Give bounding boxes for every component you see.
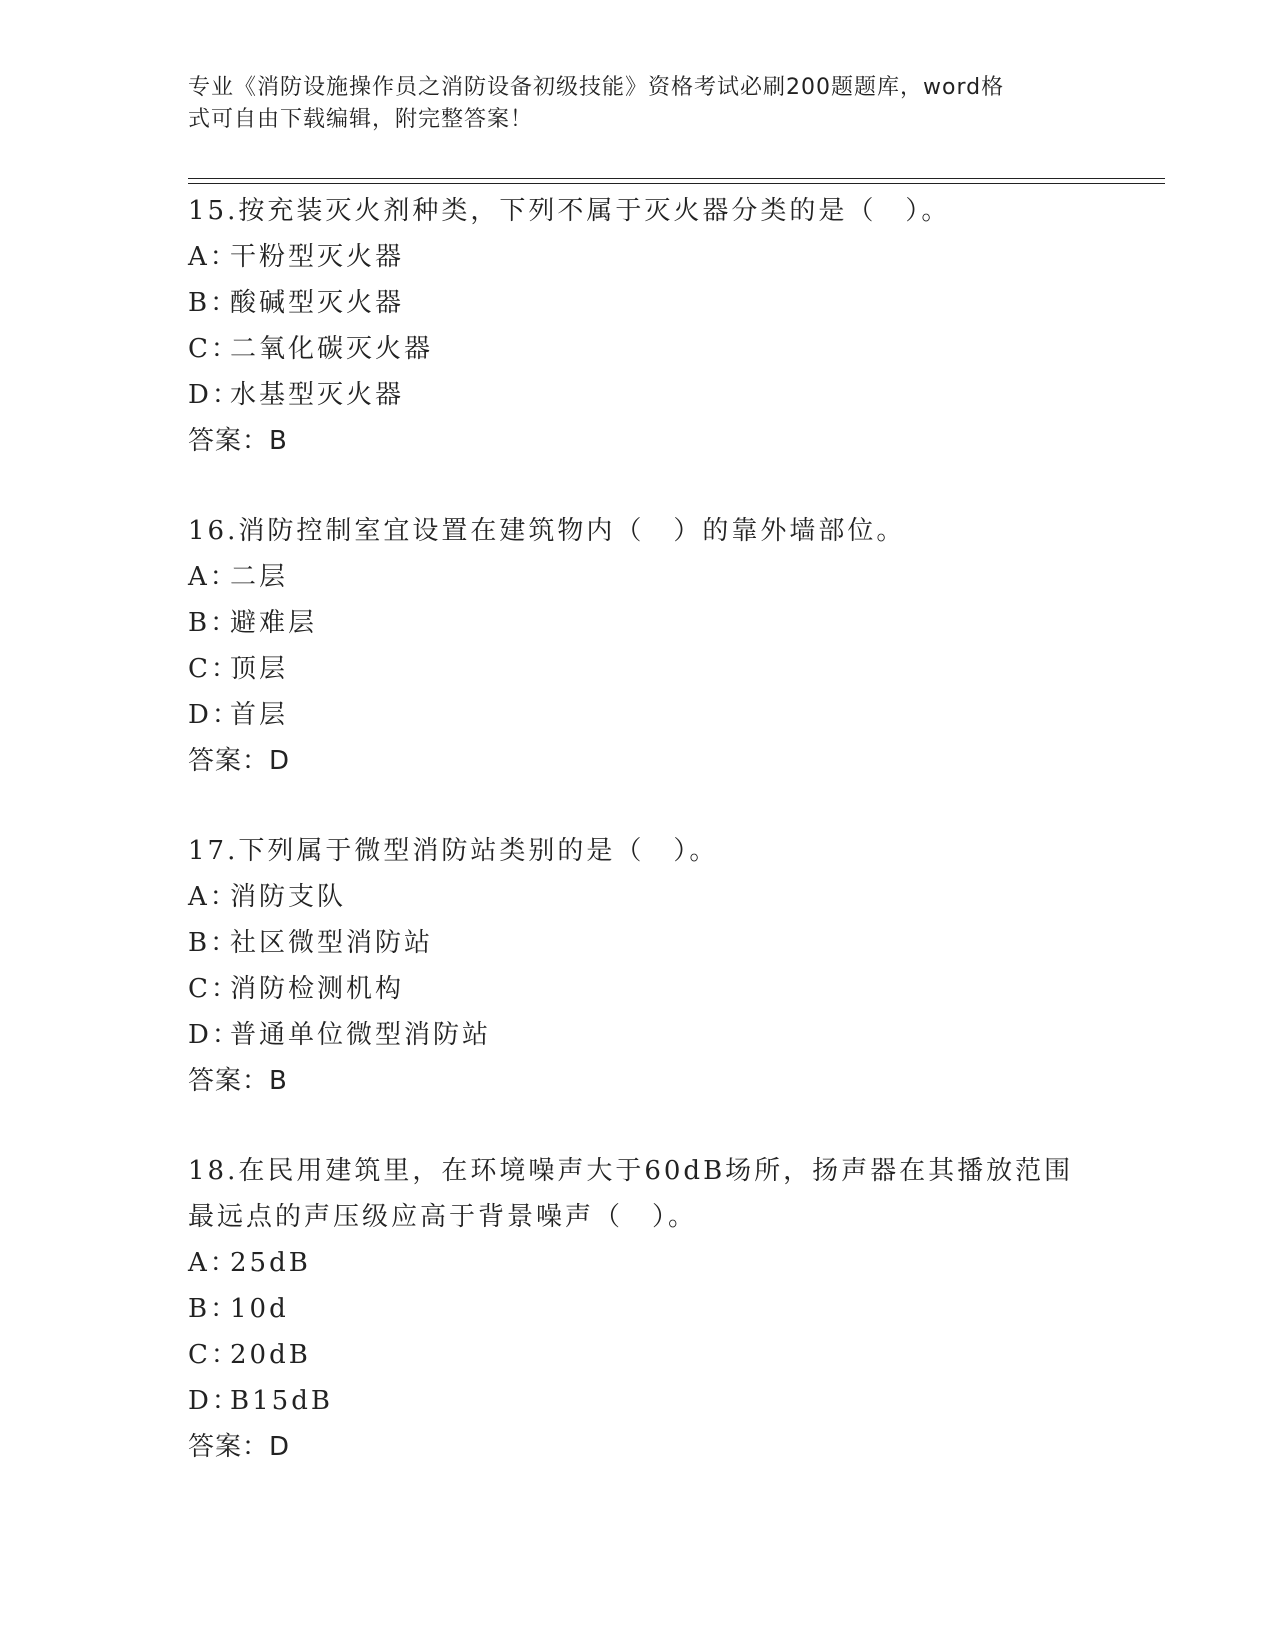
answer-line: 答案：D <box>188 746 291 776</box>
option-letter: D： <box>188 380 241 410</box>
option-text: 社区微型消防站 <box>230 928 434 958</box>
option-text: B15dB <box>230 1386 333 1416</box>
option-a <box>188 874 1088 920</box>
question-17 <box>188 828 1088 1104</box>
option-text: 20dB <box>230 1340 311 1370</box>
option-text: 25dB <box>230 1248 311 1278</box>
option-c <box>188 966 1088 1012</box>
header-divider-bottom <box>188 183 1165 184</box>
question-stem: 17.下列属于微型消防站类别的是（ ）。 <box>188 836 719 866</box>
option-letter: B： <box>188 288 240 318</box>
option-d <box>188 372 1088 418</box>
option-d <box>188 1378 1088 1424</box>
option-letter: D： <box>188 1386 241 1416</box>
option-text: 消防支队 <box>230 882 347 912</box>
option-c <box>188 1332 1088 1378</box>
option-letter: A： <box>188 242 239 272</box>
question-16 <box>188 508 1088 784</box>
option-d <box>188 1012 1088 1058</box>
option-b <box>188 1286 1088 1332</box>
option-letter: B： <box>188 608 240 638</box>
option-c <box>188 326 1088 372</box>
option-text: 干粉型灭火器 <box>230 242 405 272</box>
option-b <box>188 280 1088 326</box>
option-letter: D： <box>188 700 241 730</box>
question-15 <box>188 188 1088 464</box>
option-letter: A： <box>188 562 239 592</box>
answer-line: 答案：B <box>188 426 288 456</box>
header-line-1: 专业《消防设施操作员之消防设备初级技能》资格考试必刷200题题库，word格 <box>188 75 1005 100</box>
option-text: 避难层 <box>230 608 318 638</box>
option-text: 首层 <box>230 700 289 730</box>
option-b <box>188 600 1088 646</box>
header-divider-top <box>188 178 1165 179</box>
option-letter: C： <box>188 1340 240 1370</box>
option-letter: B： <box>188 1294 240 1324</box>
option-d <box>188 692 1088 738</box>
option-letter: C： <box>188 654 240 684</box>
question-stem-line-1: 18.在民用建筑里，在环境噪声大于60dB场所，扬声器在其播放范围 <box>188 1156 1074 1186</box>
question-stem: 15.按充装灭火剂种类，下列不属于灭火器分类的是（ ）。 <box>188 196 951 226</box>
option-text: 二氧化碳灭火器 <box>230 334 434 364</box>
option-text: 顶层 <box>230 654 289 684</box>
option-letter: A： <box>188 882 239 912</box>
option-c <box>188 646 1088 692</box>
option-a <box>188 554 1088 600</box>
option-text: 普通单位微型消防站 <box>230 1020 492 1050</box>
question-stem-line-2: 最远点的声压级应高于背景噪声（ ）。 <box>188 1202 698 1232</box>
option-b <box>188 920 1088 966</box>
option-text: 10d <box>230 1294 289 1324</box>
option-a <box>188 234 1088 280</box>
option-letter: C： <box>188 974 240 1004</box>
document-header <box>188 72 1068 136</box>
option-text: 消防检测机构 <box>230 974 405 1004</box>
option-letter: A： <box>188 1248 239 1278</box>
option-text: 水基型灭火器 <box>230 380 405 410</box>
option-a <box>188 1240 1088 1286</box>
answer-line: 答案：D <box>188 1432 291 1462</box>
question-stem: 16.消防控制室宜设置在建筑物内（ ）的靠外墙部位。 <box>188 516 906 546</box>
option-letter: B： <box>188 928 240 958</box>
answer-line: 答案：B <box>188 1066 288 1096</box>
option-text: 二层 <box>230 562 289 592</box>
header-line-2: 式可自由下载编辑，附完整答案！ <box>188 107 534 132</box>
option-text: 酸碱型灭火器 <box>230 288 405 318</box>
question-18 <box>188 1148 1088 1470</box>
option-letter: C： <box>188 334 240 364</box>
option-letter: D： <box>188 1020 241 1050</box>
